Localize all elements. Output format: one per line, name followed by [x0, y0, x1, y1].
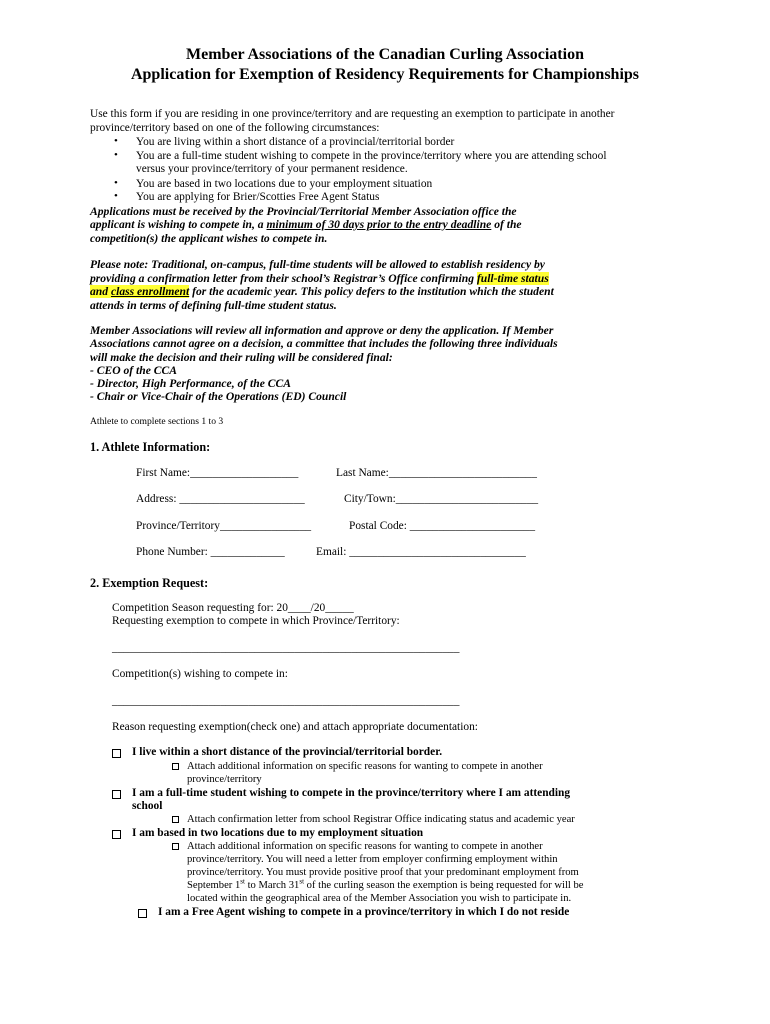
intro-bullet-cont: versus your province/territory of your permanent residence. [136, 163, 408, 175]
section1-heading: 1. Athlete Information: [90, 440, 211, 454]
attach-checkbox[interactable] [172, 843, 179, 850]
option-instruction: Attach additional information on specific reasons for wanting to compete in another [187, 841, 543, 852]
intro-text: province/territory based on one of the following circumstances: [90, 122, 380, 134]
committee-member: - CEO of the CCA [90, 364, 177, 377]
note-text: providing a confirmation letter from their school’s Registrar’s Office confirming [90, 272, 477, 285]
option-instruction: province/territory [187, 774, 262, 785]
instruction-text: of the curling season the exemption is being requested for will be [304, 880, 584, 891]
sections-note: Athlete to complete sections 1 to 3 [90, 416, 224, 427]
review-note: Member Associations will review all information and approve or deny the application. If Member [90, 324, 554, 337]
student-option-checkbox[interactable] [112, 790, 121, 799]
option-instruction [187, 879, 584, 892]
note-text: class enrollment [110, 285, 190, 298]
email-field[interactable]: Email: _______________________________ [316, 546, 526, 558]
note-text: of the [491, 218, 522, 231]
bullet-icon: • [114, 135, 118, 147]
highlight-text: full-time status [476, 272, 549, 285]
option-instruction: located within the geographical area of the Member Association you wish to participate in. [187, 893, 572, 904]
free-agent-option-label: I am a Free Agent wishing to compete in a province/territory in which I do not reside [158, 906, 570, 918]
applications-note: Applications must be received by the Provincial/Territorial Member Association office the [90, 205, 517, 218]
review-note: will make the decision and their ruling will be considered final: [90, 351, 393, 364]
note-text: and [90, 285, 111, 298]
committee-member: - Director, High Performance, of the CCA [90, 377, 291, 390]
attach-checkbox[interactable] [172, 816, 179, 823]
postal-code-field[interactable]: Postal Code: ______________________ [349, 520, 536, 532]
intro-bullet: You are based in two locations due to your employment situation [136, 178, 433, 190]
instruction-text: September 1 [187, 880, 241, 891]
superscript: st [299, 877, 305, 886]
student-option-label: I am a full-time student wishing to compete in the province/territory where I am attending [132, 787, 571, 799]
note-text: for the academic year. This policy defers to the institution which the student [189, 285, 554, 298]
bullet-icon: • [114, 190, 118, 202]
border-option-checkbox[interactable] [112, 749, 121, 758]
first-name-field[interactable]: First Name:___________________ [136, 467, 299, 479]
student-note [90, 285, 554, 299]
intro-bullet: You are applying for Brier/Scotties Free Agent Status [136, 191, 380, 203]
competitions-label: Competition(s) wishing to compete in: [112, 668, 288, 680]
instruction-text: to March 31 [244, 880, 300, 891]
student-option-label: school [132, 800, 163, 812]
city-field[interactable]: City/Town:_________________________ [344, 493, 539, 505]
intro-text: Use this form if you are residing in one province/territory and are requesting an exemption to participate in another [90, 108, 615, 120]
note-deadline: minimum of 30 days prior to the entry deadline [266, 218, 492, 231]
phone-field[interactable]: Phone Number: _____________ [136, 546, 285, 558]
note-text: applicant is wishing to compete in, a [90, 218, 267, 231]
province-request-line[interactable]: _____________________________________________________________ [112, 642, 460, 654]
highlight-text [90, 285, 189, 298]
student-note [90, 272, 549, 286]
competitions-line[interactable]: _____________________________________________________________ [112, 695, 460, 707]
employment-option-checkbox[interactable] [112, 830, 121, 839]
province-field[interactable]: Province/Territory________________ [136, 520, 312, 532]
superscript: st [240, 877, 245, 886]
committee-member: - Chair or Vice-Chair of the Operations (ED) Council [90, 390, 347, 403]
review-note: Associations cannot agree on a decision, a committee that includes the following three individuals [90, 337, 558, 350]
free-agent-option-checkbox[interactable] [138, 909, 147, 918]
address-field[interactable]: Address: ______________________ [136, 493, 305, 505]
season-field[interactable]: Competition Season requesting for: 20____/20_____ [112, 602, 354, 614]
intro-bullet: You are a full-time student wishing to compete in the province/territory where you are attending school [136, 150, 607, 162]
bullet-icon: • [114, 149, 118, 161]
page-title: Member Associations of the Canadian Curling Association [186, 46, 584, 63]
option-instruction: Attach confirmation letter from school Registrar Office indicating status and academic year [187, 814, 575, 825]
student-note: Please note: Traditional, on-campus, full-time students will be allowed to establish residency by [90, 258, 545, 271]
border-option-label: I live within a short distance of the provincial/territorial border. [132, 746, 443, 758]
intro-bullet: You are living within a short distance of a provincial/territorial border [136, 136, 455, 148]
bullet-icon: • [114, 177, 118, 189]
option-instruction: Attach additional information on specific reasons for wanting to compete in another [187, 761, 543, 772]
attach-checkbox[interactable] [172, 763, 179, 770]
last-name-field[interactable]: Last Name:__________________________ [336, 467, 537, 479]
employment-option-label: I am based in two locations due to my employment situation [132, 827, 424, 839]
option-instruction: province/territory. You must provide positive proof that your predominant employment from [187, 867, 579, 878]
province-request-label: Requesting exemption to compete in which Province/Territory: [112, 615, 400, 627]
option-instruction: province/territory. You will need a letter from employer confirming employment within [187, 854, 558, 865]
reason-label: Reason requesting exemption(check one) and attach appropriate documentation: [112, 721, 478, 733]
applications-note [90, 218, 522, 232]
page-subtitle: Application for Exemption of Residency Requirements for Championships [130, 66, 640, 83]
applications-note: competition(s) the applicant wishes to compete in. [90, 232, 328, 245]
student-note: attends in terms of defining full-time student status. [90, 299, 337, 312]
section2-heading: 2. Exemption Request: [90, 576, 209, 590]
